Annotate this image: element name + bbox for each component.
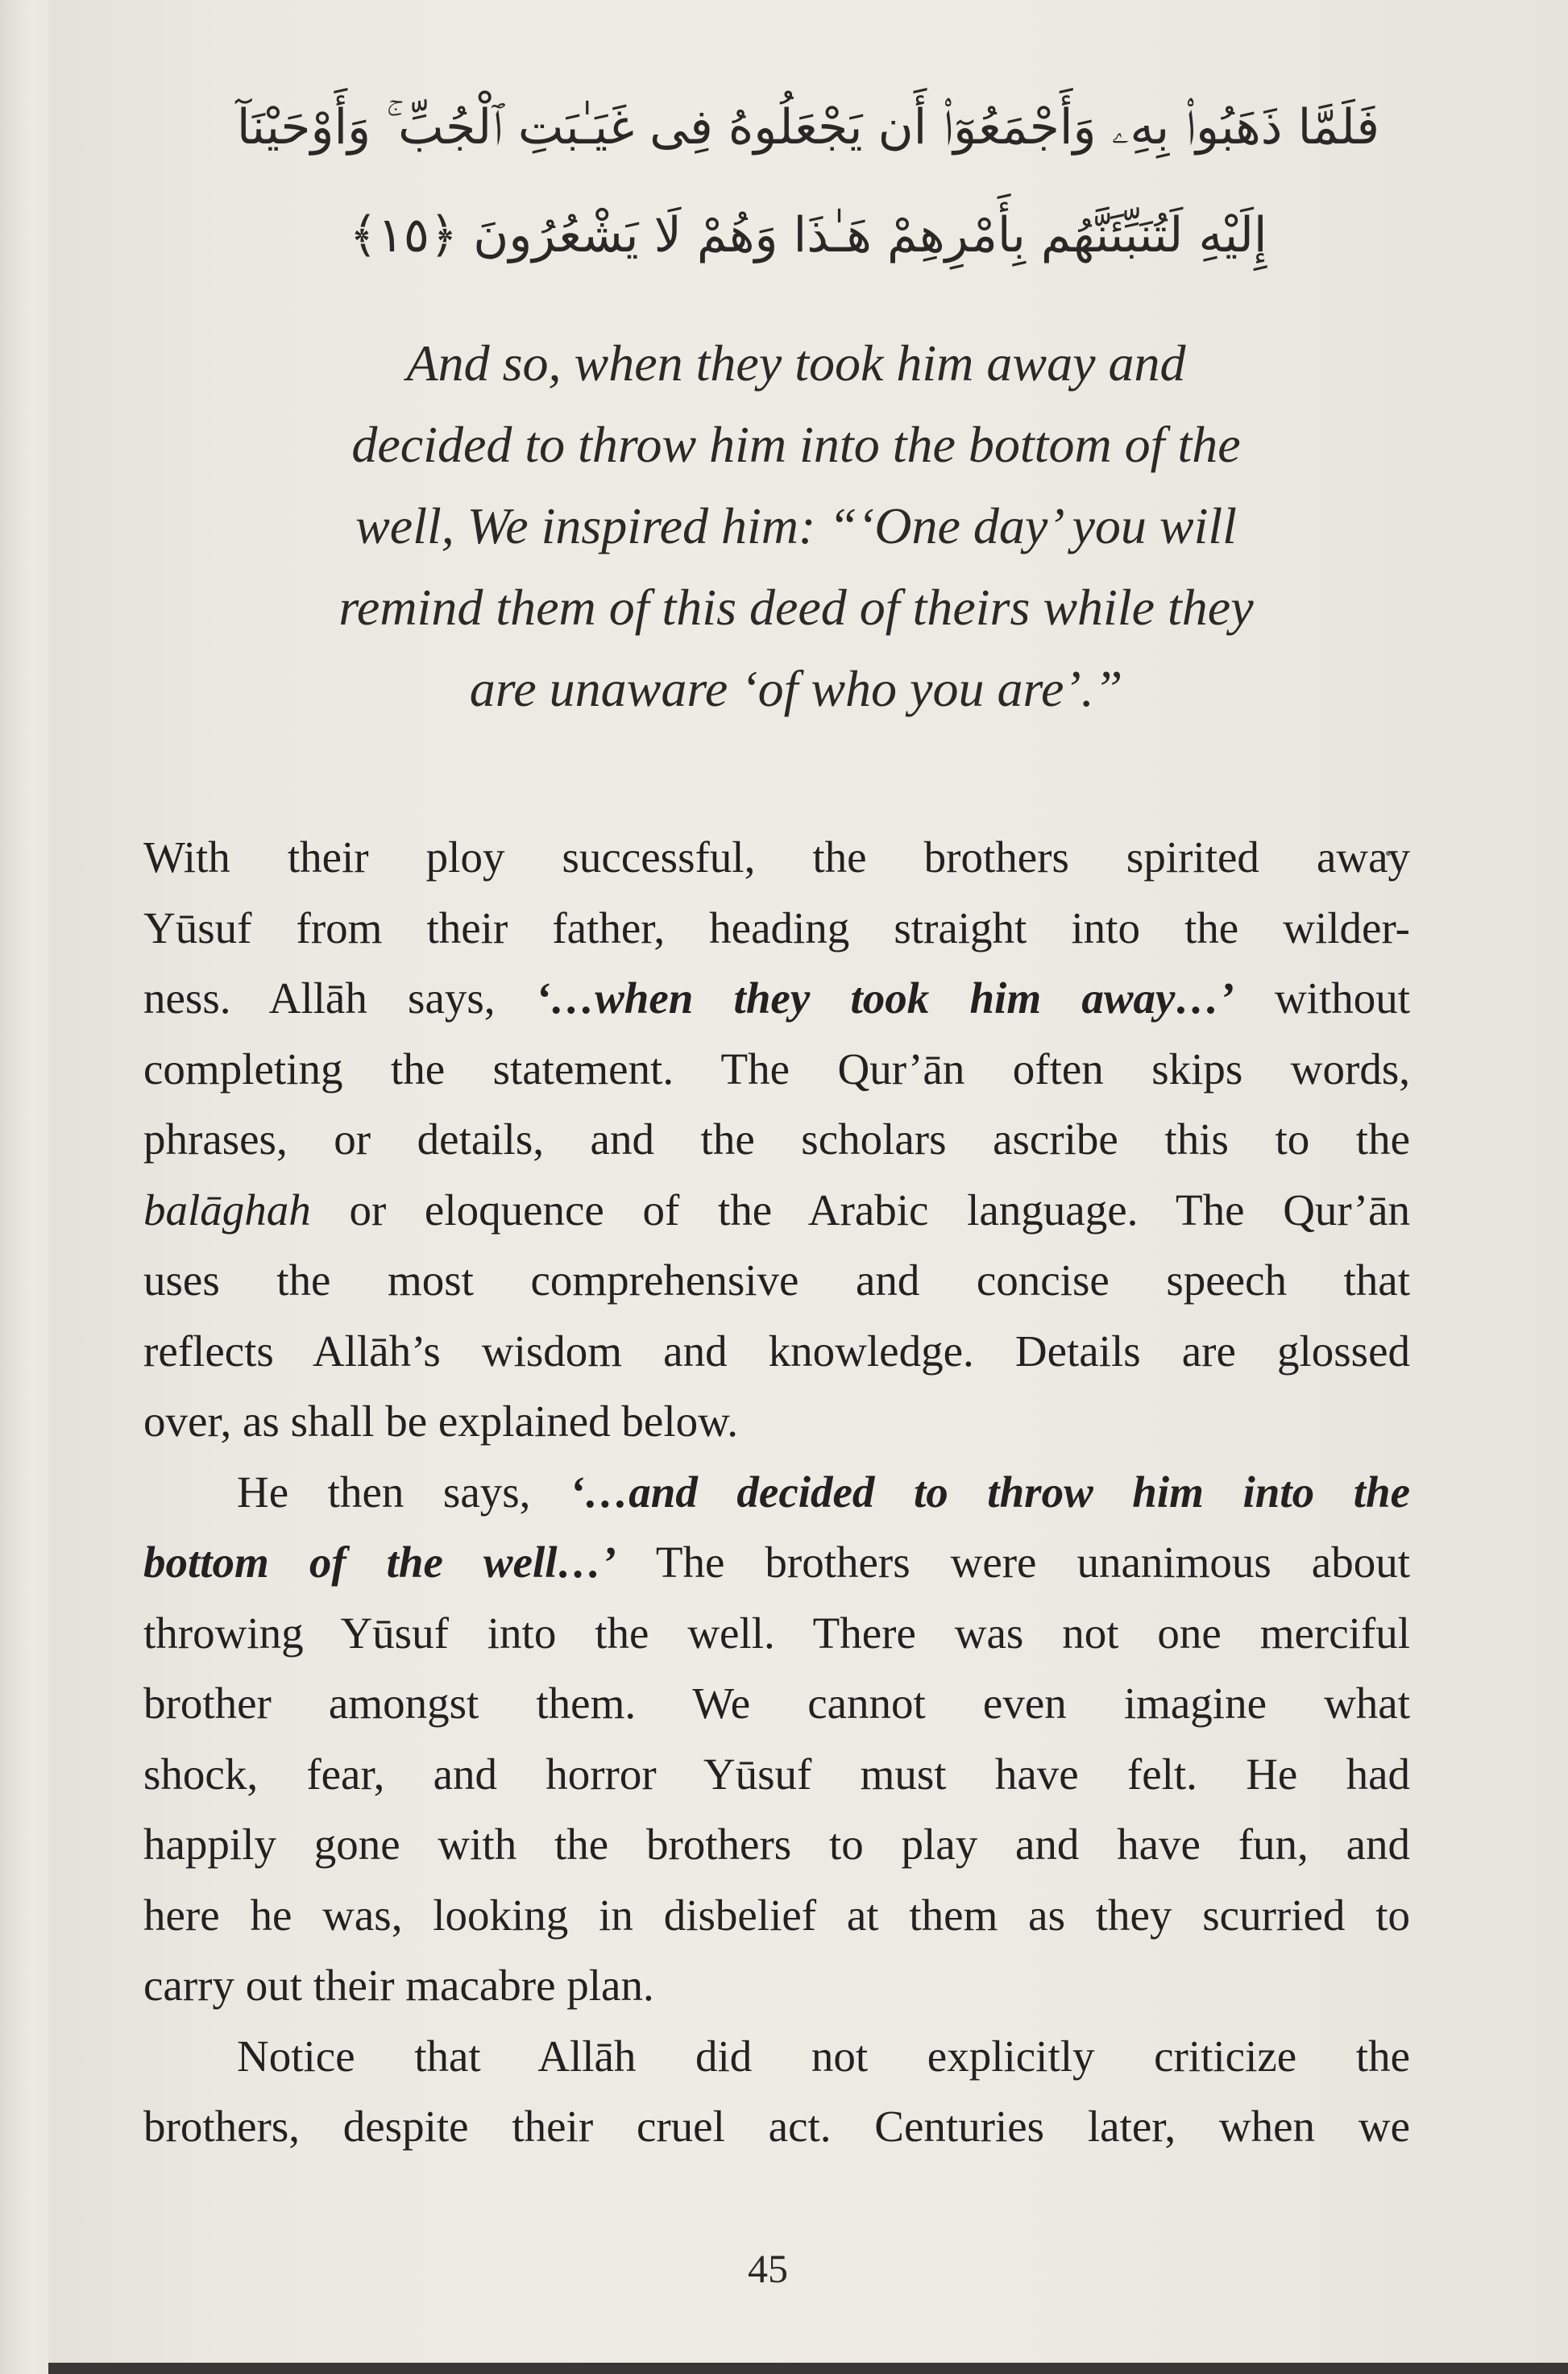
page-number: 45 xyxy=(748,2246,788,2291)
text-run: ness. Allāh says, xyxy=(143,973,536,1023)
text-line: happily gone with the brothers to play and have fun, and xyxy=(143,1820,1410,1869)
text-line xyxy=(143,1457,1410,1528)
text-line: Yūsuf from their father, heading straight into the wilder- xyxy=(143,903,1410,953)
text-line: Notice that Allāh did not explicitly criticize the xyxy=(237,2031,1410,2081)
text-line: carry out their macabre plan. xyxy=(143,1961,654,2010)
text-line: completing the statement. The Qur’ān often skips words, xyxy=(143,1044,1410,1094)
text-run: or eloquence of the Arabic language. The Qur’ān xyxy=(310,1185,1410,1235)
quoted-verse: ‘…and decided to throw him into the xyxy=(569,1467,1410,1517)
text-line: With their ploy successful, the brothers spirited away xyxy=(143,832,1410,882)
book-page xyxy=(48,0,1568,2374)
text-line xyxy=(143,1527,1410,1598)
verse-arabic-line-2: إِلَيْهِ لَتُنَبِّئَنَّهُم بِأَمْرِهِمْ هَـٰذَا وَهُمْ لَا يَشْعُرُونَ ﴿١٥﴾ xyxy=(349,207,1267,264)
page-bottom-edge xyxy=(48,2363,1568,2374)
text-line: phrases, or details, and the scholars ascribe this to the xyxy=(143,1114,1410,1164)
text-line: shock, fear, and horror Yūsuf must have felt. He had xyxy=(143,1749,1410,1799)
commentary-text xyxy=(143,822,1410,2162)
translation-line: well, We inspired him: “‘One day’ you will xyxy=(355,497,1237,554)
translation-line: decided to throw him into the bottom of the xyxy=(351,416,1241,473)
translation-line: are unaware ‘of who you are’.” xyxy=(469,660,1123,717)
text-line: uses the most comprehensive and concise speech that xyxy=(143,1255,1410,1305)
translation-line: And so, when they took him away and xyxy=(406,334,1186,392)
text-line: brother amongst them. We cannot even imagine what xyxy=(143,1679,1410,1728)
quoted-verse: bottom of the well…’ xyxy=(143,1538,616,1587)
text-run: The brothers were unanimous about xyxy=(616,1538,1411,1587)
verse-arabic-line-1: فَلَمَّا ذَهَبُوا۟ بِهِۦ وَأَجْمَعُوٓا۟ أَن يَجْعَلُوهُ فِى غَيَـٰبَتِ ٱلْجُبِّ ۚ وَأَوْحَيْنَآ xyxy=(236,99,1380,156)
quoted-verse: ‘…when they took him away…’ xyxy=(535,973,1234,1023)
text-line: over, as shall be explained below. xyxy=(143,1397,739,1446)
text-line: here he was, looking in disbelief at them as they scurried to xyxy=(143,1890,1410,1940)
translation-line: remind them of this deed of theirs while they xyxy=(338,579,1254,636)
text-run: He then says, xyxy=(237,1467,570,1517)
text-line xyxy=(143,963,1410,1034)
text-line xyxy=(143,1175,1410,1246)
text-line: reflects Allāh’s wisdom and knowledge. Details are glossed xyxy=(143,1326,1410,1376)
text-line: brothers, despite their cruel act. Centuries later, when we xyxy=(143,2102,1410,2151)
text-run: without xyxy=(1234,973,1411,1023)
arabic-term: balāghah xyxy=(143,1185,311,1235)
text-line: throwing Yūsuf into the well. There was not one merciful xyxy=(143,1608,1410,1658)
verse-translation xyxy=(145,322,1447,729)
